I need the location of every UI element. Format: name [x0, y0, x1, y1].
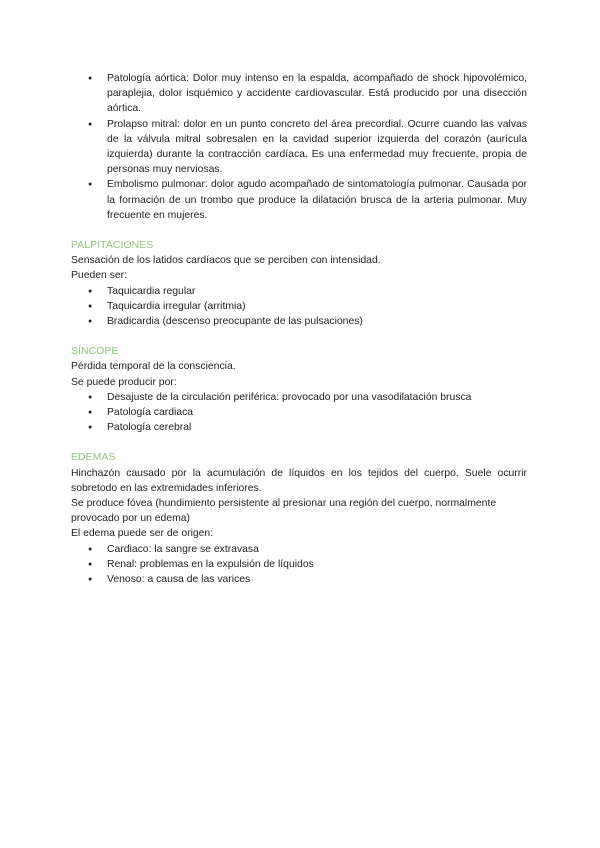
list-item: ● Cardiaco: la sangre se extravasa	[71, 542, 527, 557]
palpitaciones-list	[71, 284, 527, 330]
list-item: ● Desajuste de la circulación periférica: provocado por una vasodilatación brusca	[71, 390, 527, 405]
list-item: ● Renal: problemas en la expulsión de líquidos	[71, 557, 527, 572]
list-item: ● Taquicardia regular	[71, 284, 527, 299]
section-sincope	[71, 344, 527, 435]
section-definition: Hinchazón causado por la acumulación de líquidos en los tejidos del cuerpo. Suele ocurrir sobretodo en las extremidades inferiores.	[71, 467, 527, 494]
document-content	[71, 71, 527, 587]
list-item: ● Patología aórtica: Dolor muy intenso en la espalda, acompañado de shock hipovolémico, paraplejia, dolor isquémico y accidente cardiovascular. Está producido por una disección aórtica.	[71, 71, 527, 117]
list-item: ● Patología cardiaca	[71, 405, 527, 420]
section-definition: Pérdida temporal de la consciencia.	[71, 361, 236, 373]
list-item: ● Bradicardia (descenso preocupante de las pulsaciones)	[71, 314, 527, 329]
section-heading: EDEMAS	[71, 452, 116, 464]
section-palpitaciones	[71, 238, 527, 329]
section-intro: El edema puede ser de origen:	[71, 528, 214, 540]
sincope-list	[71, 390, 527, 436]
section-intro: Se puede producir por:	[71, 376, 177, 388]
section-fovea-note: Se produce fóvea (hundimiento persistente al presionar una región del cuerpo, normalmente provocado por un edema)	[71, 498, 497, 525]
section-intro: Pueden ser:	[71, 270, 128, 282]
list-item: ● Embolismo pulmonar: dolor agudo acompañado de sintomatología pulmonar. Causada por la formación de un trombo que produce la dilatación brusca de la arteria pulmonar. Muy frecuente en mujeres.	[71, 177, 527, 223]
list-item: ● Venoso: a causa de las varices	[71, 572, 527, 587]
chest-pain-causes-list	[71, 71, 527, 223]
edemas-list	[71, 542, 527, 588]
list-item: ● Prolapso mitral: dolor en un punto concreto del área precordial. Ocurre cuando las valvas de la válvula mitral sobresalen en la cavidad superior izquierda del corazón (aurícula izquierda) durante la contracción cardíaca. Es una enfermedad muy frecuente, propia de personas muy nerviosas.	[71, 117, 527, 178]
section-definition: Sensación de los latidos cardíacos que se perciben con intensidad.	[71, 255, 381, 267]
list-item: ● Taquicardia irregular (arritmia)	[71, 299, 527, 314]
section-edemas	[71, 450, 527, 587]
section-heading: PALPITACIONES	[71, 240, 154, 252]
section-heading: SÍNCOPE	[71, 346, 119, 358]
list-item: ● Patología cerebral	[71, 420, 527, 435]
